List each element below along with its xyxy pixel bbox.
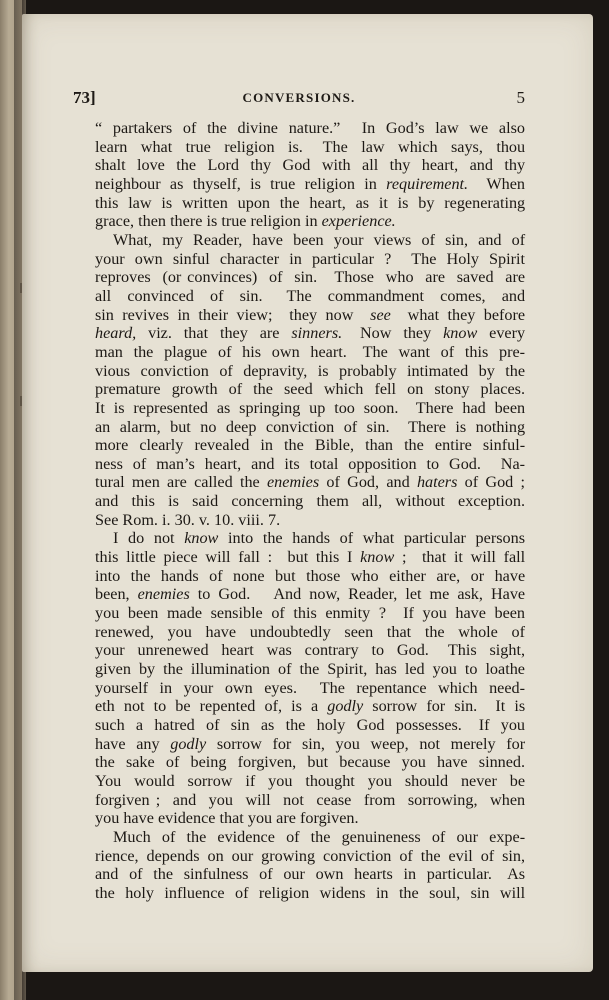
text-line: your own sinful character in particular ? The Holy Spirit (95, 249, 526, 268)
text-line: and of the sinfulness of our own hearts in particular. As (95, 865, 526, 884)
text-line: eth not to be repented of, is a godly sorrow for sin. It is (95, 697, 526, 716)
text-line: sin revives in their view; they now see what they before (95, 305, 526, 324)
text-line: given by the illumination of the Spirit, has led you to loathe (95, 660, 525, 679)
text-line: renewed, you have undoubtedly seen that the whole of (95, 622, 526, 641)
signature-mark: 73] (73, 88, 96, 107)
page-number: 5 (516, 88, 525, 107)
text-line: I do not know into the hands of what particular persons (113, 529, 526, 548)
text-line: an alarm, but no deep conviction of sin. There is nothing (95, 417, 526, 436)
text-line: such a hatred of sin as the holy God possesses. If you (95, 716, 526, 734)
text-line: rience, depends on our growing conviction of the evil of sin, (95, 846, 526, 865)
text-line: “ partakers of the divine nature.” In God’s law we also (95, 119, 525, 137)
gutter-mark (20, 396, 22, 406)
text-line: You would sorrow if you thought you should never be (95, 771, 526, 790)
text-line: See Rom. i. 30. v. 10. viii. 7. (95, 510, 281, 529)
text-line: tural men are called the enemies of God, and haters of God ; (95, 473, 526, 492)
gutter-mark (20, 283, 22, 293)
text-line: this little piece will fall : but this I know ; that it will fall (95, 548, 526, 567)
text-line: the sake of being forgiven, but because you have sinned. (95, 753, 526, 772)
text-line: all convinced of sin. The commandment comes, and (95, 286, 526, 305)
text-line: premature growth of the seed which fell on stony places. (95, 380, 525, 399)
text-line: shalt love the Lord thy God with all thy heart, and thy (95, 156, 526, 175)
text-line: man the plague of his own heart. The want of this pre- (95, 342, 526, 361)
running-head: CONVERSIONS. (242, 90, 356, 105)
text-line: been, enemies to God. And now, Reader, let me ask, Have (95, 585, 526, 604)
text-line: ness of man’s heart, and its total opposition to God. Na- (95, 454, 526, 473)
body-text (95, 119, 525, 903)
text-line: your unrenewed heart was contrary to God. This sight, (95, 641, 526, 660)
text-line: neighbour as thyself, is true religion in requirement. When (95, 174, 526, 193)
text-line: What, my Reader, have been your views of sin, and of (113, 230, 526, 249)
text-line: vious conviction of depravity, is probably intimated by the (95, 361, 526, 380)
text-line: heard, viz. that they are sinners. Now they know every (95, 324, 526, 343)
text-line: grace, then there is true religion in experience. (95, 212, 396, 231)
text-line: forgiven ; and you will not cease from sorrowing, when (95, 790, 526, 809)
text-line: into the hands of none but those who either are, or have (95, 566, 526, 585)
text-line: you have evidence that you are forgiven. (95, 809, 359, 828)
text-line: have any godly sorrow for sin, you weep, not merely for (95, 734, 526, 753)
text-line: this law is written upon the heart, as it is by regenerating (95, 193, 526, 212)
text-line: more clearly revealed in the Bible, than the entire sinful- (95, 436, 526, 455)
text-line: Much of the evidence of the genuineness of our expe- (113, 827, 526, 846)
page-header (73, 88, 525, 108)
text-line: you been made sensible of this enmity ? If you have been (95, 604, 526, 623)
text-line: reproves (or convinces) of sin. Those who are saved are (95, 268, 526, 287)
text-line: yourself in your own eyes. The repentance which need- (95, 678, 526, 697)
text-line: learn what true religion is. The law which says, thou (95, 137, 526, 156)
text-line: the holy influence of religion widens in the soul, sin will (95, 883, 526, 902)
text-line: and this is said concerning them all, without exception. (95, 492, 526, 511)
text-line: It is represented as springing up too soon. There had been (95, 398, 526, 417)
